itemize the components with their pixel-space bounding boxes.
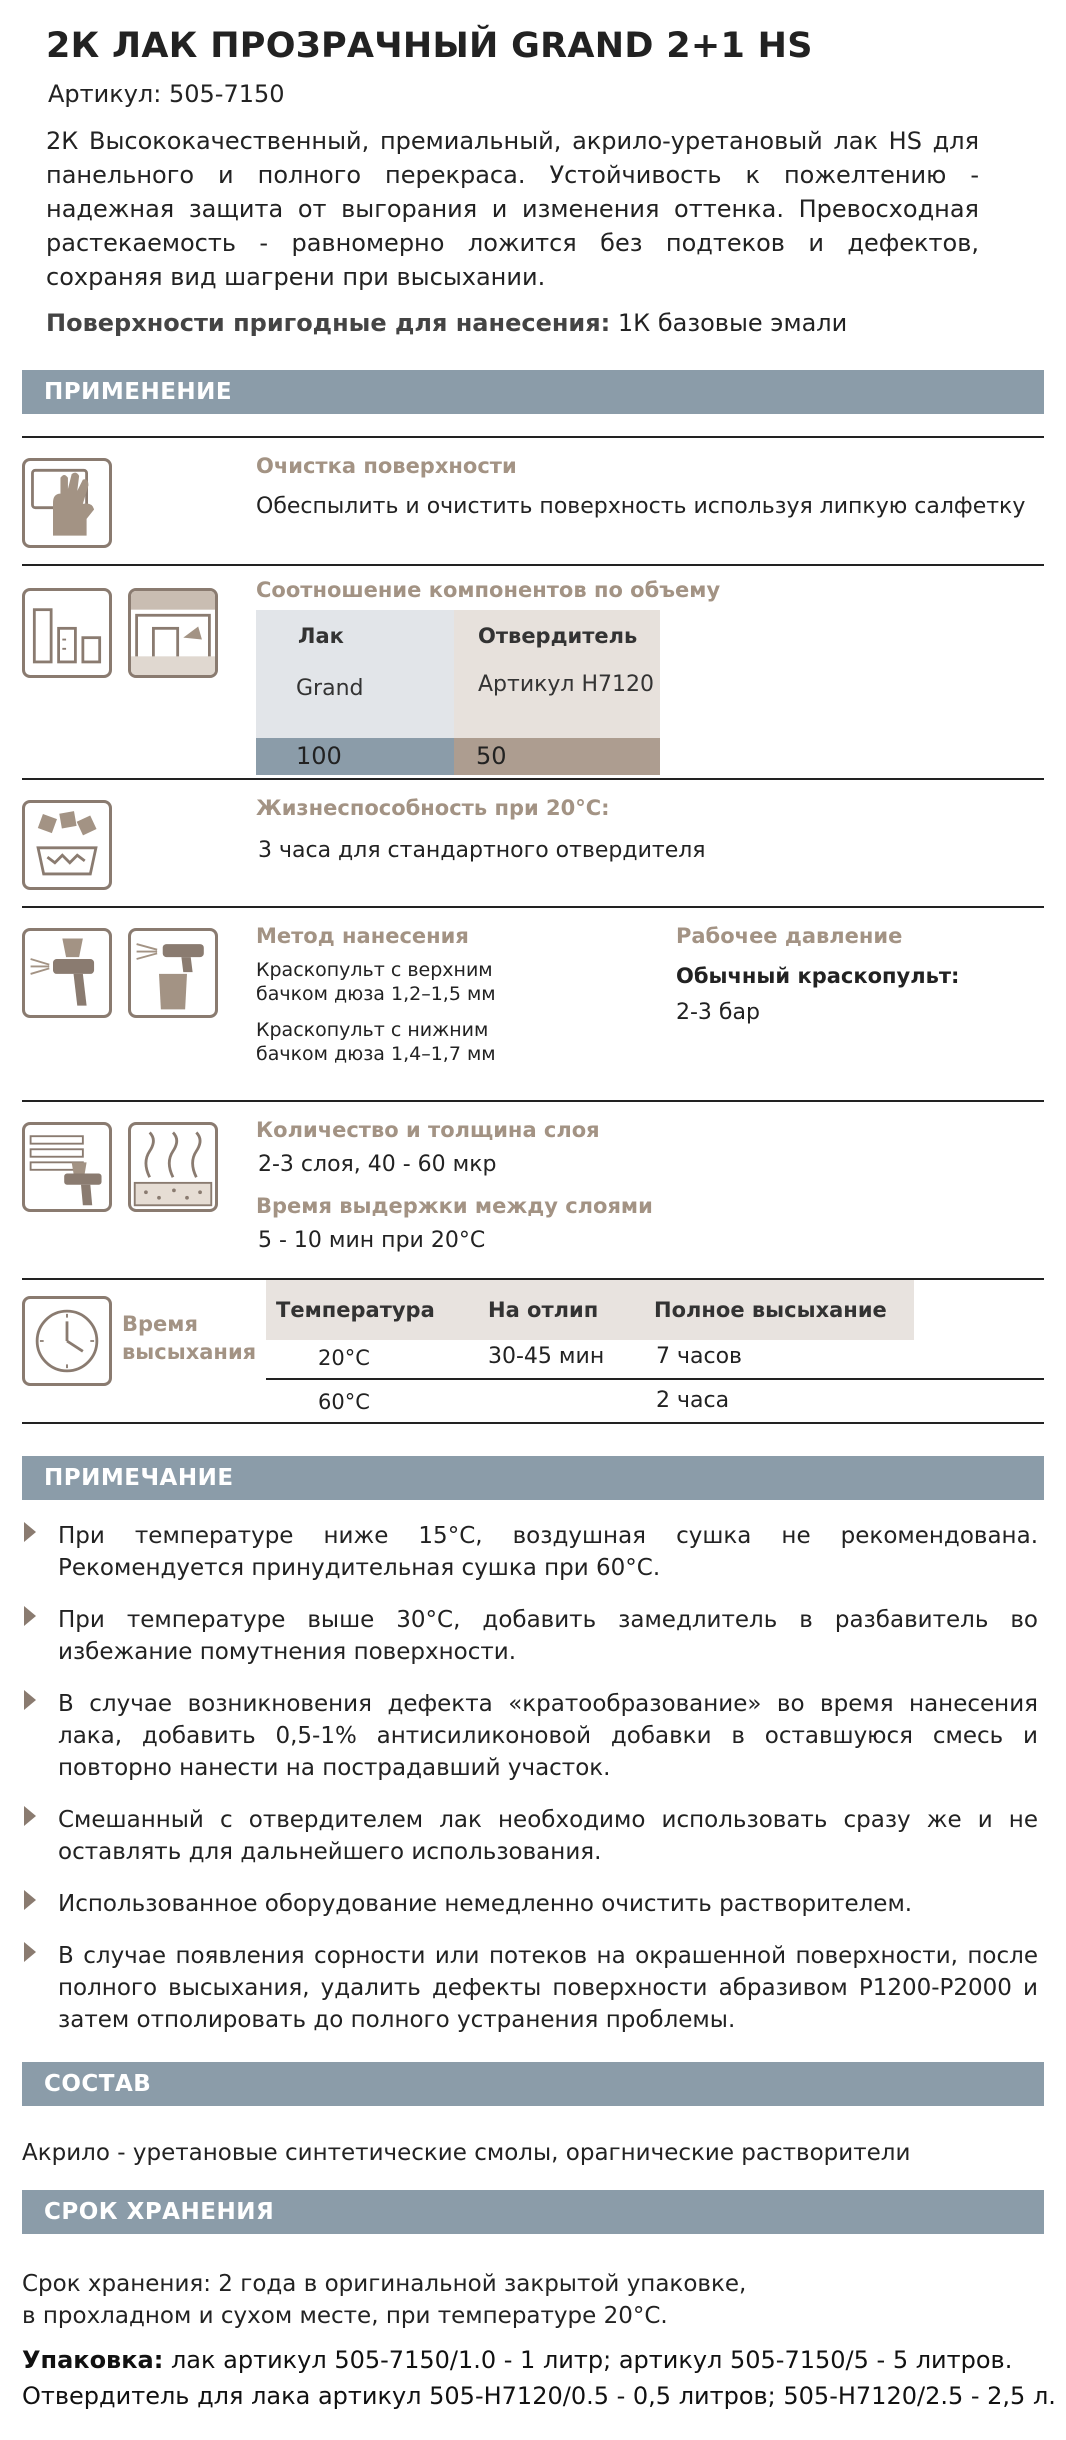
- layers-label: Количество и толщина слоя: [256, 1118, 600, 1142]
- bullet-icon: [24, 1806, 36, 1826]
- method-label: Метод нанесения: [256, 924, 469, 948]
- storage-text: [22, 2268, 746, 2332]
- divider: [22, 564, 1044, 566]
- drying-label-line2: высыхания: [122, 1340, 257, 1364]
- ratio-name-hardener: Артикул H7120: [478, 672, 655, 697]
- ratio-table: [256, 610, 660, 775]
- method-bottom-line1: Краскопульт с нижним: [256, 1019, 489, 1041]
- divider: [22, 906, 1044, 908]
- clock-icon: [22, 1296, 112, 1386]
- ratio-label: Соотношение компонентов по объему: [256, 578, 721, 602]
- surfaces-value: 1К базовые эмали: [617, 309, 848, 337]
- drying-label: [122, 1310, 256, 1366]
- packaging-label: Упаковка:: [22, 2346, 164, 2374]
- product-title: 2К ЛАК ПРОЗРАЧНЫЙ GRAND 2+1 HS: [46, 26, 813, 66]
- pressure-value: 2-3 бар: [676, 1000, 760, 1025]
- glove-wipe-icon: [22, 458, 112, 548]
- mixing-machine-icon: [128, 588, 218, 678]
- bullet-icon: [24, 1522, 36, 1542]
- note-item: При температуре выше 30°C, добавить замедлитель в разбавитель во избежание помутнения поверхности.: [58, 1607, 1038, 1665]
- spray-gun-bottom-icon: [128, 928, 218, 1018]
- drying-row1-tackfree: 30-45 мин: [488, 1344, 605, 1369]
- drying-row1-temp: 20°C: [318, 1346, 370, 1370]
- note-item: Смешанный с отвердителем лак необходимо использовать сразу же и не оставлять для дальнейшего использования.: [58, 1807, 1038, 1865]
- potlife-text: 3 часа для стандартного отвердителя: [258, 838, 706, 863]
- divider: [22, 436, 1044, 438]
- composition-text: Акрило - уретановые синтетические смолы, орагнические растворители: [22, 2140, 911, 2166]
- ratio-header-lacquer: Лак: [298, 624, 344, 648]
- drying-row2-temp: 60°C: [318, 1390, 370, 1414]
- divider: [22, 1100, 1044, 1102]
- storage-line2: в прохладном и сухом месте, при температуре 20°C.: [22, 2303, 668, 2329]
- method-bottom-line2: бачком дюза 1,4–1,7 мм: [256, 1043, 496, 1065]
- bullet-icon: [24, 1606, 36, 1626]
- surfaces-label: Поверхности пригодные для нанесения:: [46, 309, 611, 337]
- ratio-name-lacquer: Grand: [296, 676, 364, 701]
- measuring-cups-icon: [22, 588, 112, 678]
- potlife-label: Жизнеспособность при 20°C:: [256, 796, 610, 820]
- drying-header-temp: Температура: [276, 1298, 435, 1322]
- method-top-cup: [256, 958, 496, 1006]
- article-number: Артикул: 505-7150: [48, 80, 285, 108]
- divider: [22, 1422, 1044, 1424]
- ratio-header-hardener: Отвердитель: [478, 624, 638, 648]
- drying-header-full: Полное высыхание: [654, 1298, 887, 1322]
- section-composition-title: СОСТАВ: [22, 2062, 1044, 2106]
- section-application-title: ПРИМЕНЕНИЕ: [22, 370, 1044, 414]
- ratio-value-hardener: 50: [476, 742, 507, 770]
- packaging-text: [22, 2342, 1056, 2414]
- layers-text: 2-3 слоя, 40 - 60 мкр: [258, 1152, 497, 1177]
- pot-life-icon: [22, 800, 112, 890]
- bullet-icon: [24, 1890, 36, 1910]
- ratio-col-lacquer: [256, 610, 454, 738]
- ratio-value-lacquer: 100: [296, 742, 342, 770]
- drying-row2-full: 2 часа: [656, 1388, 730, 1413]
- packaging-line2: Отвердитель для лака артикул 505-H7120/0.5 - 0,5 литров; 505-H7120/2.5 - 2,5 л.: [22, 2382, 1056, 2410]
- drying-row1-full: 7 часов: [656, 1344, 742, 1369]
- section-storage-title: СРОК ХРАНЕНИЯ: [22, 2190, 1044, 2234]
- note-item: При температуре ниже 15°C, воздушная сушка не рекомендована. Рекомендуется принудительная сушка при 60°C.: [58, 1523, 1038, 1581]
- cleaning-text: Обеспылить и очистить поверхность используя липкую салфетку: [256, 494, 1026, 519]
- method-bottom-cup: [256, 1018, 496, 1066]
- storage-line1: Срок хранения: 2 года в оригинальной закрытой упаковке,: [22, 2271, 747, 2297]
- drying-header-tackfree: На отлип: [488, 1298, 599, 1322]
- drying-row-divider: [266, 1378, 1044, 1380]
- divider: [22, 778, 1044, 780]
- bullet-icon: [24, 1690, 36, 1710]
- drying-label-line1: Время: [122, 1312, 198, 1336]
- flash-label: Время выдержки между слоями: [256, 1194, 653, 1218]
- bullet-icon: [24, 1942, 36, 1962]
- ratio-bar-lacquer: [256, 738, 454, 775]
- spray-gun-top-icon: [22, 928, 112, 1018]
- heat-drying-icon: [128, 1122, 218, 1212]
- packaging-line1: лак артикул 505-7150/1.0 - 1 литр; артикул 505-7150/5 - 5 литров.: [170, 2346, 1013, 2374]
- note-item: В случае появления сорности или потеков на окрашенной поверхности, после полного высыхания, удалить дефекты поверхности абразивом P1200-P2000 и затем отполировать до полного устранения проблемы.: [58, 1943, 1038, 2033]
- note-item: В случае возникновения дефекта «кратообразование» во время нанесения лака, добавить 0,5-1% антисиликоновой добавки в оставшуюся смесь и повторно нанести на пострадавший участок.: [58, 1691, 1038, 1781]
- pressure-sub: Обычный краскопульт:: [676, 964, 960, 988]
- flash-text: 5 - 10 мин при 20°C: [258, 1228, 486, 1253]
- spray-layers-icon: [22, 1122, 112, 1212]
- note-item: Использованное оборудование немедленно очистить растворителем.: [58, 1891, 913, 1917]
- surfaces-line: [46, 309, 847, 337]
- section-notes-title: ПРИМЕЧАНИЕ: [22, 1456, 1044, 1500]
- product-description: 2К Высококачественный, премиальный, акрило-уретановый лак HS для панельного и полного перекраса. Устойчивость к пожелтению - надежная защита от выгорания и изменения оттенка. Превосходная растекаемость - равномерно ложится без подтеков и дефектов, сохраняя вид шагрени при высыхании.: [46, 127, 979, 291]
- method-top-line1: Краскопульт с верхним: [256, 959, 493, 981]
- cleaning-label: Очистка поверхности: [256, 454, 517, 478]
- pressure-label: Рабочее давление: [676, 924, 903, 948]
- method-top-line2: бачком дюза 1,2–1,5 мм: [256, 983, 496, 1005]
